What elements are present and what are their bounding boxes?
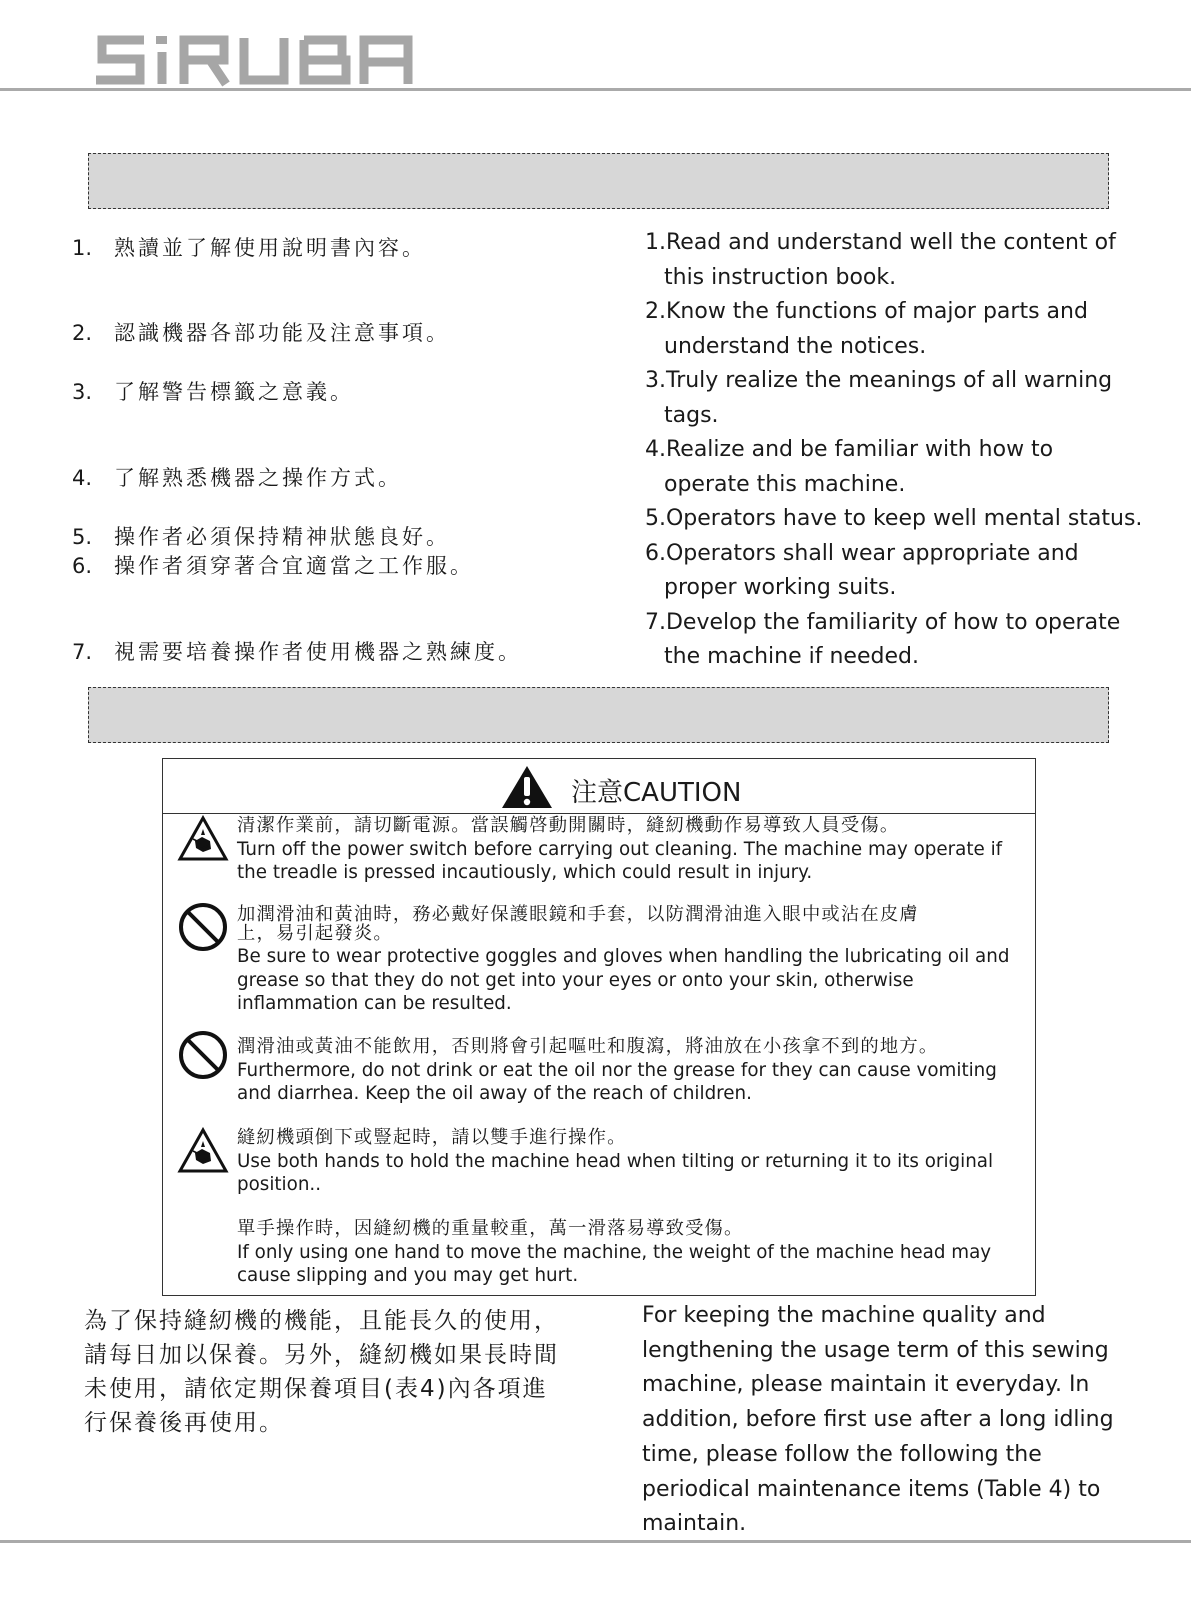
maintenance-paragraph-zh: 為了保持縫紉機的機能，且能長久的使用， 請每日加以保養。另外，縫紉機如果長時間 未使用，請依定期保養項目(表4)內各項進 行保養後再使用。 xyxy=(84,1308,559,1436)
siruba-logo xyxy=(92,34,432,88)
hand-hazard-warning-icon xyxy=(177,815,229,863)
instruction-en-6: 6.Operators shall wear appropriate and proper working suits. xyxy=(645,540,1079,600)
instruction-en-5: 5.Operators have to keep well mental status. xyxy=(645,506,1143,531)
instruction-en-4: 4.Realize and be familiar with how to operate this machine. xyxy=(645,437,1054,497)
instruction-en-2: 2.Know the functions of major parts and understand the notices. xyxy=(645,299,1088,359)
prohibition-icon xyxy=(177,901,229,953)
section-banner-instructions xyxy=(88,153,1109,209)
instruction-zh-4: 4. 了解熟悉機器之操作方式。 xyxy=(72,466,402,490)
header-rule xyxy=(0,88,1191,91)
caution-box xyxy=(162,758,1036,1296)
instruction-zh-5: 5. 操作者必須保持精神狀態良好。 xyxy=(72,525,450,549)
caution-item-4: 縫紉機頭倒下或豎起時，請以雙手進行操作。 Use both hands to hold the machine head when tilting or returning it to its original position.. xyxy=(237,1127,994,1196)
caution-title: 注意CAUTION xyxy=(571,778,742,808)
caution-item-2: 加潤滑油和黃油時，務必戴好保護眼鏡和手套，以防潤滑油進入眼中或沾在皮膚 上，易引起發炎。 Be sure to wear protective goggles and gloves when handling the lubricating oil and grease so that they do not get into your eyes or onto your skin, otherwise inflammation can be resulted. xyxy=(237,904,1010,1015)
instruction-zh-2: 2. 認識機器各部功能及注意事項。 xyxy=(72,321,450,345)
maintenance-paragraph-en: For keeping the machine quality and lengthening the usage term of this sewing machine, please maintain it everyday. In addition, before first use after a long idling time, please follow the following the periodical maintenance items (Table 4) to maintain. xyxy=(642,1303,1114,1537)
instruction-en-list xyxy=(628,226,1143,675)
caution-header xyxy=(163,759,1035,814)
instruction-zh-3: 3. 了解警告標籤之意義。 xyxy=(72,380,354,404)
prohibition-icon xyxy=(177,1029,229,1081)
section-banner-caution xyxy=(88,687,1109,743)
instruction-en-7: 7.Develop the familiarity of how to operate the machine if needed. xyxy=(645,609,1121,669)
instruction-en-3: 3.Truly realize the meanings of all warning tags. xyxy=(645,368,1113,428)
instruction-zh-7: 7. 視需要培養操作者使用機器之熟練度。 xyxy=(72,640,522,664)
warning-triangle-icon xyxy=(500,764,554,810)
hand-hazard-warning-icon xyxy=(177,1127,229,1175)
instruction-en-1: 1.Read and understand well the content of this instruction book. xyxy=(645,230,1116,290)
caution-item-1: 清潔作業前，請切斷電源。當誤觸啓動開關時，縫紉機動作易導致人員受傷。 Turn off the power switch before carrying out cleaning. The machine may operate if the treadle is pressed incautiously, which could result in injury. xyxy=(237,815,1003,884)
caution-item-5: 單手操作時，因縫紉機的重量較重，萬一滑落易導致受傷。 If only using one hand to move the machine, the weight of the machine head may cause slipping and you may get hurt. xyxy=(237,1218,992,1287)
instruction-zh-1: 1. 熟讀並了解使用說明書內容。 xyxy=(72,236,426,260)
instruction-zh-6: 6. 操作者須穿著合宜適當之工作服。 xyxy=(72,554,474,578)
footer-rule xyxy=(0,1540,1191,1543)
caution-item-3: 潤滑油或黃油不能飲用，否則將會引起嘔吐和腹瀉，將油放在小孩拿不到的地方。 Furthermore, do not drink or eat the oil nor the grease for they can cause vomiting and diarrhea. Keep the oil away of the reach of children. xyxy=(237,1036,997,1105)
